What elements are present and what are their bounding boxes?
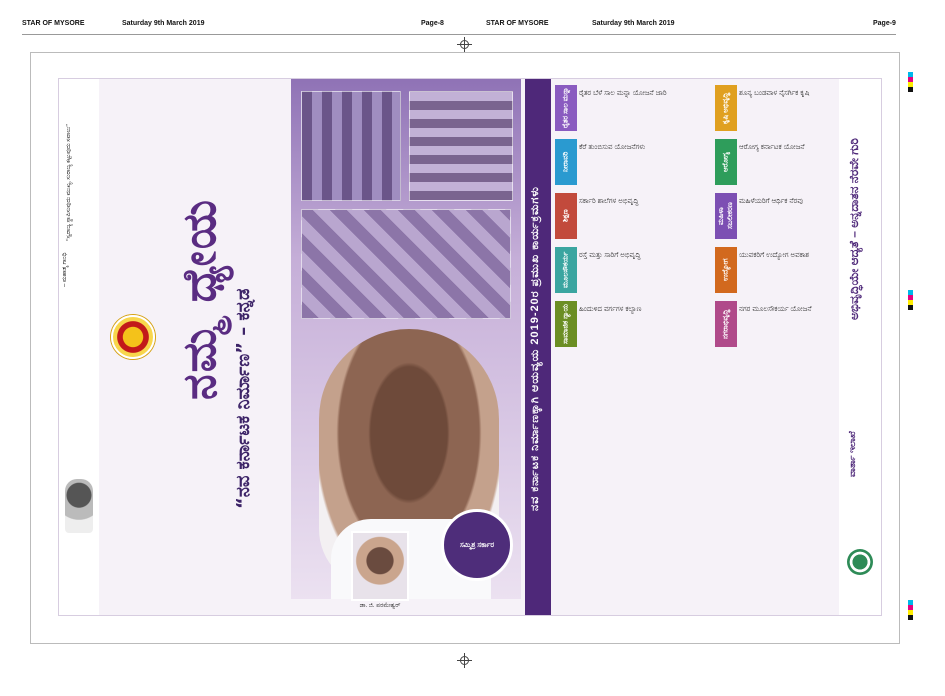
highlight-item (555, 139, 705, 185)
highlight-label: ರೈತರ ಸಾಲ ಮನ್ನಾ (555, 85, 577, 131)
ad-subtitle: “ನವ ಕರ್ನಾಟಕ ನಿರ್ಮಾಣ” – ಕನ್ನಡ (233, 288, 254, 510)
footer-department: ವಾರ್ತಾ ಇಲಾಖೆ (847, 431, 857, 477)
highlight-text: ಆರೋಗ್ಯ ಕರ್ನಾಟಕ ಯೋಜನೆ (739, 144, 805, 151)
collage-photo (301, 209, 511, 319)
highlight-item (555, 247, 705, 293)
highlight-label: ನಗರಾಭಿವೃದ್ಧಿ (715, 301, 737, 347)
collage-photo (301, 91, 401, 201)
gandhi-bust-icon (65, 479, 93, 533)
masthead-left: STAR OF MYSORE (22, 20, 85, 27)
header-rule (22, 34, 896, 35)
highlight-text: ಹಿಂದುಳಿದ ವರ್ಗಗಳ ಕಲ್ಯಾಣ (579, 306, 642, 313)
highlight-label: ಆರೋಗ್ಯ (715, 139, 737, 185)
photo-collage (291, 79, 521, 599)
highlight-text: ರಸ್ತೆ ಮತ್ತು ಸಾರಿಗೆ ಅಭಿವೃದ್ಧಿ (579, 252, 641, 259)
color-bar-top (908, 72, 913, 92)
government-seal (441, 509, 513, 581)
highlight-text: ಶೂನ್ಯ ಬಂಡವಾಳ ನೈಸರ್ಗಿಕ ಕೃಷಿ (739, 90, 810, 97)
deputy-cm-portrait (351, 531, 409, 601)
collage-photo (409, 91, 513, 201)
registration-mark-top (460, 40, 469, 49)
date-right: Saturday 9th March 2019 (592, 20, 675, 27)
highlight-label: ಮಹಿಳಾ ಸಬಲೀಕರಣ (715, 193, 737, 239)
gandhi-quote: “ಸ್ವರಾಜ್ಯ ಸ್ಥಾಪಿಸುವುದು ಮುಖ್ಯ, ಸುರಾಜ್ಯ ಕಟ್ಟುವುದು ಸವಾಲು” (66, 124, 72, 241)
footer-column (839, 79, 882, 616)
highlight-item (555, 301, 705, 347)
department-logo-icon (847, 549, 873, 575)
page-number-left: Page-8 (421, 20, 444, 27)
highlights-grid (555, 85, 877, 611)
highlight-text: ನಗರ ಮೂಲಸೌಕರ್ಯ ಯೋಜನೆ (739, 306, 812, 313)
quote-author: – ಮಹಾತ್ಮ ಗಾಂಧಿ (62, 252, 68, 287)
page-number-right: Page-9 (873, 20, 896, 27)
highlight-label: ನೀರಾವರಿ (555, 139, 577, 185)
highlight-text: ಯುವಕರಿಗೆ ಉದ್ಯೋಗ ಅವಕಾಶ (739, 252, 810, 259)
highlight-label: ಶಿಕ್ಷಣ (555, 193, 577, 239)
highlight-item (555, 85, 705, 131)
footer-slogan: ಅಭಿವೃದ್ಧಿಯೇ ಆದ್ಯತೆ – ಅನ್ನದಾತನ ನೆರವೇ ಗುರಿ (847, 138, 861, 320)
color-bar-bottom (908, 600, 913, 620)
highlight-text: ಕೆರೆ ತುಂಬಿಸುವ ಯೋಜನೆಗಳು (579, 144, 646, 151)
deputy-cm-caption: ಡಾ. ಜಿ. ಪರಮೇಶ್ವರ್ (359, 603, 401, 609)
budget-band-text: ನವ ಕರ್ನಾಟಕ ನಿರ್ಮಾಣಕ್ಕಾಗಿ ಆಯವ್ಯಯ 2019-20ರ ಪ್ರಮುಖ ಕಾರ್ಯಕ್ರಮಗಳು (529, 186, 541, 512)
color-bar-middle (908, 290, 913, 310)
state-emblem-icon (111, 315, 155, 359)
highlight-item (555, 193, 705, 239)
masthead-right: STAR OF MYSORE (486, 20, 549, 27)
highlight-label: ಉದ್ಯೋಗ (715, 247, 737, 293)
highlight-text: ಮಹಿಳೆಯರಿಗೆ ಆರ್ಥಿಕ ನೆರವು (739, 198, 803, 205)
highlight-label: ಮೂಲಸೌಕರ್ಯ (555, 247, 577, 293)
highlight-label: ಸಾಮಾಜಿಕ ನ್ಯಾಯ (555, 301, 577, 347)
government-advertisement (58, 78, 882, 616)
date-left: Saturday 9th March 2019 (122, 20, 205, 27)
quote-column (59, 79, 99, 616)
ad-title: ನಮ್ಮ ಧ್ಯೇಯ (172, 198, 226, 401)
registration-mark-bottom (460, 656, 469, 665)
highlight-text: ರೈತರ ಬೆಳೆ ಸಾಲ ಮನ್ನಾ ಯೋಜನೆ ಜಾರಿ (579, 90, 667, 97)
highlight-text: ಸರ್ಕಾರಿ ಶಾಲೆಗಳ ಅಭಿವೃದ್ಧಿ (579, 198, 639, 205)
highlight-label: ಕೃಷಿ ಅಭಿವೃದ್ಧಿ (715, 85, 737, 131)
seal-text: ಸಮ್ಮಿಶ್ರ ಸರ್ಕಾರ (459, 541, 495, 549)
